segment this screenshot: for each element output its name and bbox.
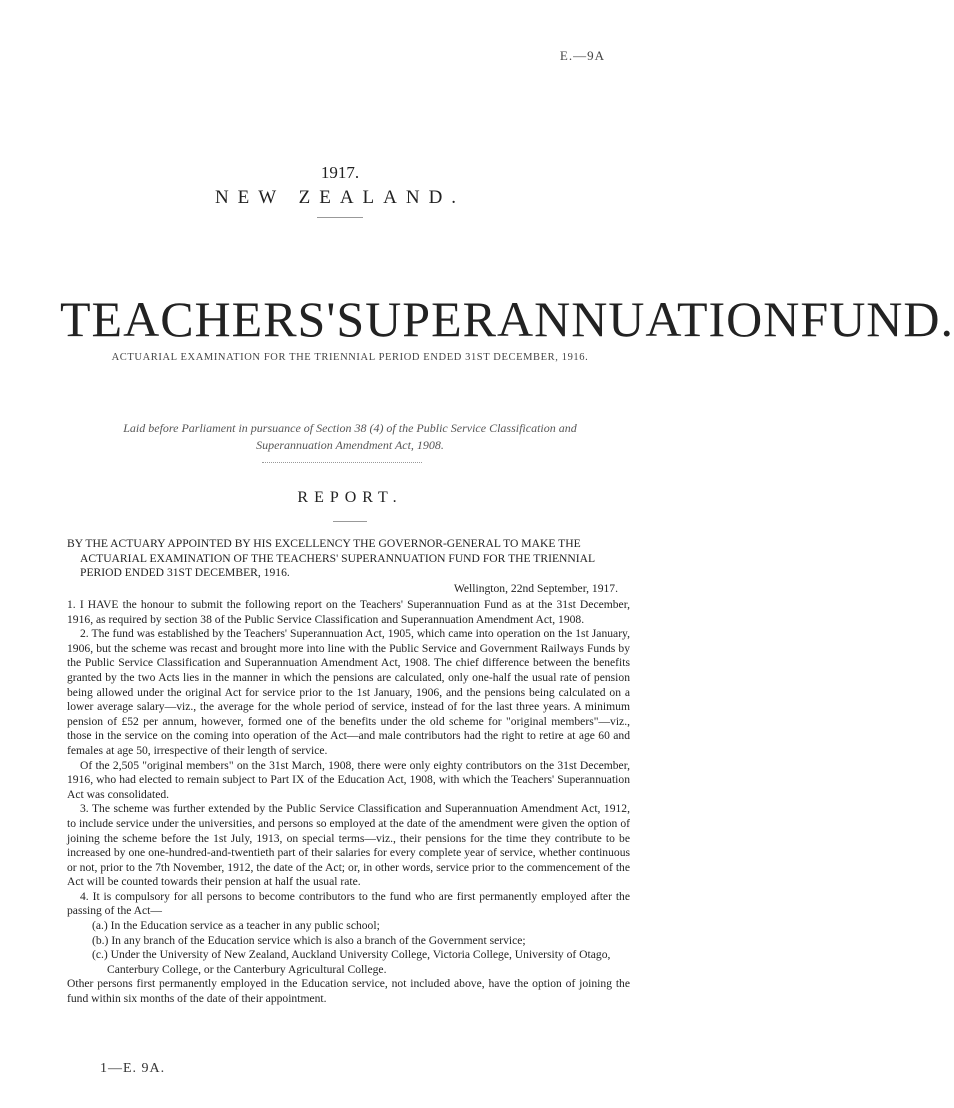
- report-body: [67, 598, 630, 1007]
- country-heading: NEW ZEALAND.: [214, 187, 466, 208]
- list-item: (a.) In the Education service as a teacher in any public school;: [92, 919, 380, 933]
- paragraph: 4. It is compulsory for all persons to become contributors to the fund who are first permanently employed after the passing of the Act—: [67, 889, 630, 918]
- paragraph: 1. I HAVE the honour to submit the following report on the Teachers' Superannuation Fund as at the 31st December, 1916, as required by section 38 of the Public Service Classification and Superannuation Amendment Act, 1908.: [67, 598, 630, 626]
- paragraph: Of the 2,505 "original members" on the 31st March, 1908, there were only eighty contributors on the 31st December, 1916, who had elected to remain subject to Part IX of the Education Act, 1908, with which the Teachers' Superannuation Act was consolidated.: [67, 758, 630, 801]
- title-word-2: SUPERANNUATION: [336, 291, 801, 347]
- main-title: [60, 291, 954, 347]
- document-year: 1917.: [320, 163, 360, 182]
- document-reference: E.—9A: [559, 48, 605, 63]
- report-date: Wellington, 22nd September, 1917.: [453, 582, 618, 595]
- page-signature: 1—E. 9A.: [100, 1061, 166, 1076]
- laid-before-note: Laid before Parliament in pursuance of Section 38 (4) of the Public Service Classification and Superannuation Amendment Act, 1908.: [123, 421, 577, 452]
- list-item: (b.) In any branch of the Education service which is also a branch of the Government service;: [92, 933, 526, 947]
- list-item: (c.) Under the University of New Zealand, Auckland University College, Victoria College, University of Otago, Canterbury College, or the Canterbury Agricultural College.: [92, 948, 611, 976]
- divider-rule: [317, 217, 363, 218]
- paragraph: 3. The scheme was further extended by the Public Service Classification and Superannuation Amendment Act, 1912, to include service under the universities, and persons so employed at the date of the amendment were given the option of joining the scheme before the 1st July, 1913, on special terms—viz., their pensions for the time they contribute to be increased by one one-hundred-and-twentieth part of their salaries for every complete year of service, whether continuous or not, prior to the 7th November, 1912, the date of the Act; or, in other words, service prior to the commencement of the Act will be counted towards their pension at half the usual rate.: [67, 802, 630, 889]
- divider-rule: [262, 462, 422, 463]
- paragraph: Other persons first permanently employed in the Education service, not included above, have the option of joining the fund within six months of the date of their appointment.: [67, 977, 630, 1006]
- title-word-1: TEACHERS': [60, 291, 337, 347]
- title-word-3: FUND.: [800, 291, 954, 347]
- divider-rule: [333, 521, 367, 522]
- paragraph: 2. The fund was established by the Teachers' Superannuation Act, 1905, which came into operation on the 1st January, 1906, but the scheme was recast and brought more into line with the Public Service and Government Railways Funds by the Public Service Classification and Superannuation Amendment Act, 1908. The chief difference between the benefits granted by the two Acts lies in the manner in which the pensions are calculated, only one-half the usual rate of pension being allowed under the original Act for service prior to the 1st January, 1906, and the pensions being calculated on a lower average salary—viz., the average for the whole period of service, instead of for the last three years. A minimum pension of £52 per annum, however, formed one of the benefits under the old scheme for "original members"—viz., those in the service on the coming into operation of the Act—and male contributors had the right to retire at age 60 and females at age 50, irrespective of their length of service.: [67, 627, 630, 757]
- report-heading: REPORT.: [297, 489, 403, 506]
- subtitle: ACTUARIAL EXAMINATION FOR THE TRIENNIAL PERIOD ENDED 31ST DECEMBER, 1916.: [111, 352, 589, 363]
- report-address: BY THE ACTUARY APPOINTED BY HIS EXCELLENCY THE GOVERNOR-GENERAL TO MAKE THE ACTUARIAL EXAMINATION OF THE TEACHERS' SUPERANNUATION FUND FOR THE TRIENNIAL PERIOD ENDED 31ST DECEMBER, 1916.: [67, 537, 595, 580]
